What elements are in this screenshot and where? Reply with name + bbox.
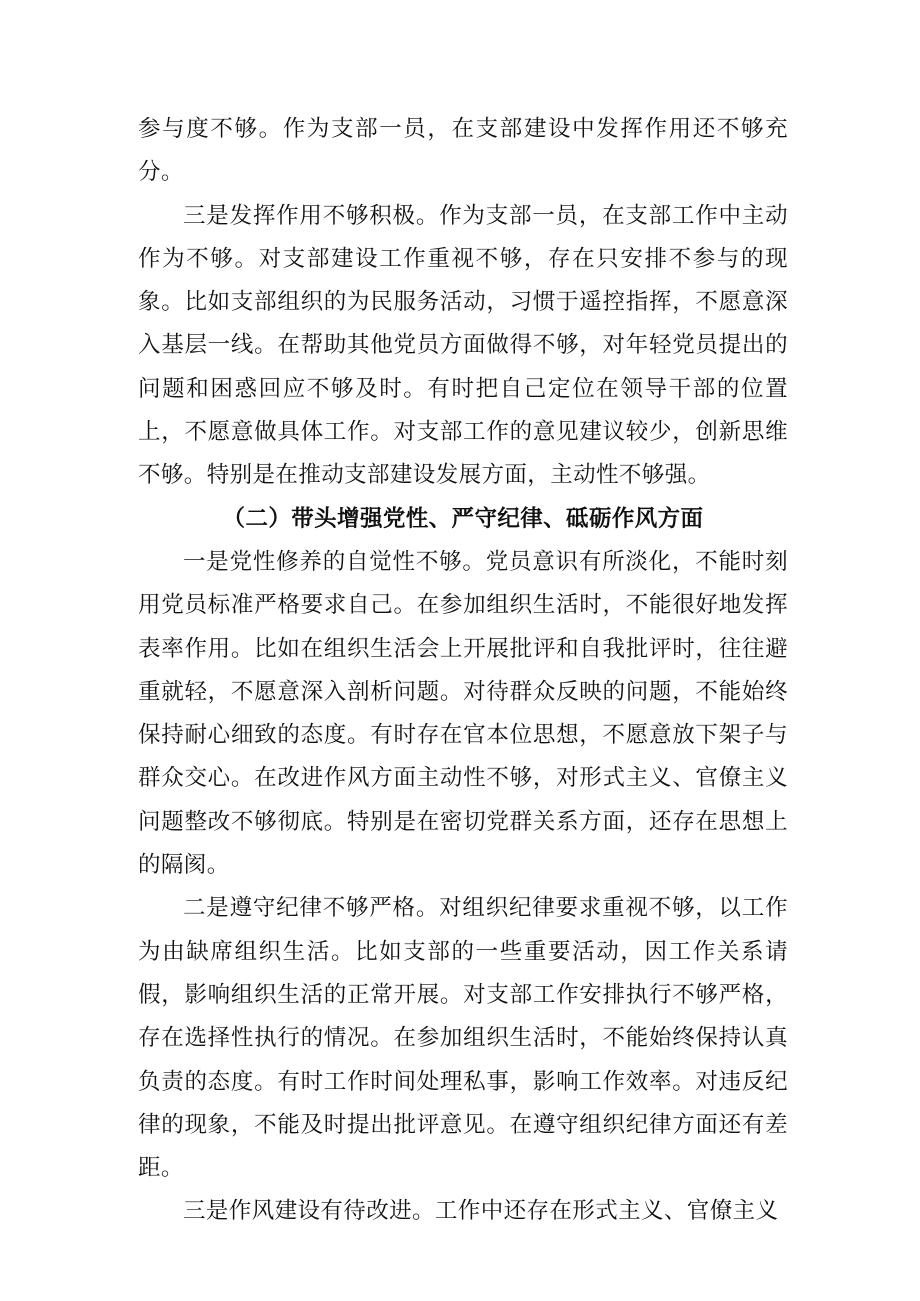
paragraph-continuation: 参与度不够。作为支部一员，在支部建设中发挥作用还不够充分。	[138, 116, 788, 186]
paragraph-point-three-role: 三是发挥作用不够积极。作为支部一员，在支部工作中主动作为不够。对支部建设工作重视不够，存在只安排不参与的现象。比如支部组织的为民服务活动，习惯于遥控指挥，不愿意深入基层一线。在帮助其他党员方面做得不够，对年轻党员提出的问题和困惑回应不够及时。有时把自己定位在领导干部的位置上，不愿意做具体工作。对支部工作的意见建议较少，创新思维不够。特别是在推动支部建设发展方面，主动性不够强。	[138, 202, 788, 489]
paragraph-point-three-work-style: 三是作风建设有待改进。工作中还存在形式主义、官僚主义	[183, 1198, 779, 1225]
document-body	[138, 108, 788, 1234]
paragraph-point-two-discipline: 二是遵守纪律不够严格。对组织纪律要求重视不够，以工作为由缺席组织生活。比如支部的一些重要活动，因工作关系请假，影响组织生活的正常开展。对支部工作安排执行不够严格，存在选择性执行的情况。在参加组织生活时，不能始终保持认真负责的态度。有时工作时间处理私事，影响工作效率。对违反纪律的现象，不能及时提出批评意见。在遵守组织纪律方面还有差距。	[138, 895, 788, 1182]
section-heading: （二）带头增强党性、严守纪律、砥砺作风方面	[222, 505, 704, 532]
paragraph-point-one-party-spirit: 一是党性修养的自觉性不够。党员意识有所淡化，不能时刻用党员标准严格要求自己。在参加组织生活时，不能很好地发挥表率作用。比如在组织生活会上开展批评和自我批评时，往往避重就轻，不愿意深入剖析问题。对待群众反映的问题，不能始终保持耐心细致的态度。有时存在官本位思想，不愿意放下架子与群众交心。在改进作风方面主动性不够，对形式主义、官僚主义问题整改不够彻底。特别是在密切党群关系方面，还存在思想上的隔阂。	[138, 548, 788, 879]
